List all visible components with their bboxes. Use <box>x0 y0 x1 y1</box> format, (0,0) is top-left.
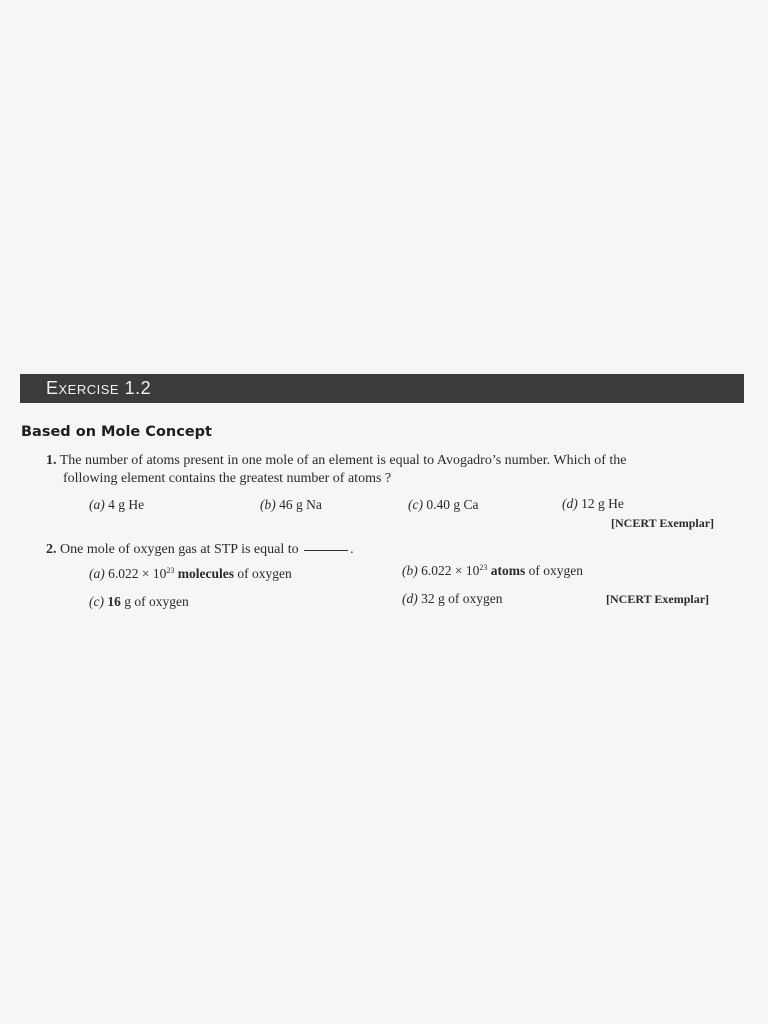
question-1-option-b <box>260 497 322 513</box>
option-text: 4 g He <box>108 497 145 512</box>
option-letter: (a) <box>89 566 105 581</box>
section-heading: Based on Mole Concept <box>21 424 212 440</box>
option-letter: (c) <box>89 594 104 609</box>
exercise-title: Exercise 1.2 <box>46 378 152 398</box>
question-1-option-a <box>89 497 144 513</box>
option-letter: (c) <box>408 497 423 512</box>
question-1-line-1 <box>46 453 626 469</box>
question-2-option-d <box>402 591 503 607</box>
question-1-text-line-2: following element contains the greatest number of atoms ? <box>63 471 392 486</box>
option-rest: of oxygen <box>237 566 292 581</box>
option-text: 12 g He <box>581 496 624 511</box>
question-1-option-d <box>562 496 624 512</box>
question-2-source: [NCERT Exemplar] <box>606 592 710 606</box>
question-2-text: One mole of oxygen gas at STP is equal to <box>60 542 299 557</box>
option-bold-word: 16 <box>107 594 121 609</box>
answer-blank <box>304 550 348 551</box>
option-text: 0.40 g Ca <box>426 497 479 512</box>
option-letter: (a) <box>89 497 105 512</box>
option-letter: (b) <box>402 563 418 578</box>
option-bold-word: atoms <box>490 563 526 578</box>
option-text: 32 g of oxygen <box>421 591 503 606</box>
option-rest: of oxygen <box>528 563 583 578</box>
question-1-number: 1. <box>46 453 57 468</box>
question-2-option-a <box>89 566 292 582</box>
option-exponent: 23 <box>166 566 175 575</box>
question-2-number: 2. <box>46 542 57 557</box>
option-letter: (d) <box>402 591 418 606</box>
question-2-option-b <box>402 563 583 579</box>
question-2-option-c <box>89 594 189 610</box>
question-1-option-c <box>408 497 478 513</box>
option-exponent: 23 <box>479 563 488 572</box>
option-letter: (b) <box>260 497 276 512</box>
option-bold-word: molecules <box>177 566 234 581</box>
option-mantissa: 6.022 × 10 <box>421 563 480 578</box>
question-2-line <box>46 542 354 558</box>
exercise-banner <box>20 374 744 403</box>
option-rest: g of oxygen <box>124 594 189 609</box>
question-2-end: . <box>350 542 354 557</box>
option-letter: (d) <box>562 496 578 511</box>
question-1-source: [NCERT Exemplar] <box>611 516 715 530</box>
question-1-text-line-1: The number of atoms present in one mole of an element is equal to Avogadro’s number. Which of the <box>59 453 627 468</box>
option-text: 46 g Na <box>279 497 322 512</box>
option-mantissa: 6.022 × 10 <box>108 566 167 581</box>
